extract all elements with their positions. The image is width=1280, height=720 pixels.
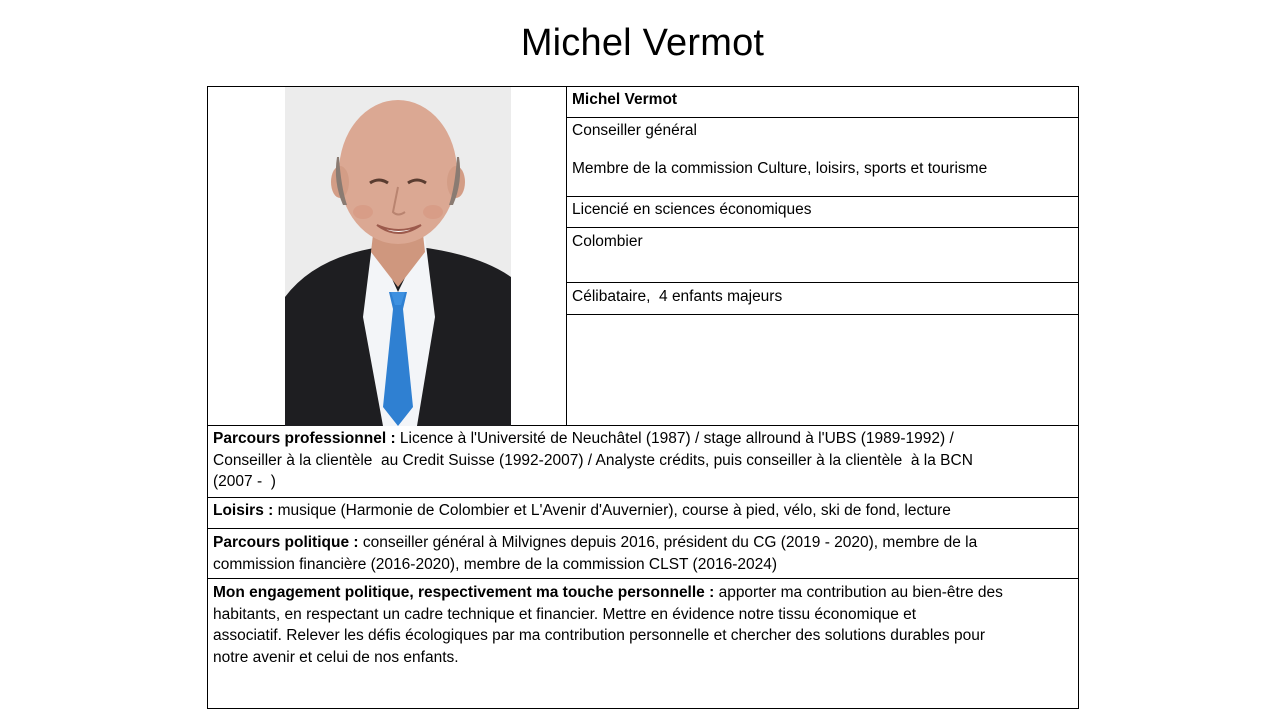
row-divider xyxy=(566,282,1078,283)
loisirs-label: Loisirs : xyxy=(213,502,274,519)
row-divider xyxy=(207,528,1079,529)
engagement-label: Mon engagement politique, respectivement ma touche personnelle : xyxy=(213,584,715,601)
parcours-pol-line1 xyxy=(213,532,977,554)
slide-title: Michel Vermot xyxy=(520,22,765,64)
engagement-line1 xyxy=(213,582,1003,604)
parcours-pro-text1: Licence à l'Université de Neuchâtel (1987) / stage allround à l'UBS (1989-1992) / xyxy=(395,430,954,447)
parcours-pol-line2: commission financière (2016-2020), membre de la commission CLST (2016-2024) xyxy=(213,556,777,573)
row-divider xyxy=(566,227,1078,228)
column-divider xyxy=(566,86,567,426)
engagement-line4: notre avenir et celui de nos enfants. xyxy=(213,649,459,666)
portrait-photo xyxy=(285,87,511,426)
profile-family: Célibataire, 4 enfants majeurs xyxy=(572,288,783,305)
row-divider xyxy=(207,497,1079,498)
profile-education: Licencié en sciences économiques xyxy=(572,201,812,218)
profile-role: Conseiller général xyxy=(572,122,697,139)
row-divider xyxy=(566,196,1078,197)
loisirs-line xyxy=(213,500,951,522)
parcours-pro-line3: (2007 - ) xyxy=(213,473,276,490)
parcours-pol-label: Parcours politique : xyxy=(213,534,359,551)
loisirs-text: musique (Harmonie de Colombier et L'Avenir d'Auvernier), course à pied, vélo, ski de fond, lecture xyxy=(273,502,951,519)
parcours-pro-line2: Conseiller à la clientèle au Credit Suisse (1992-2007) / Analyste crédits, puis conseiller à la clientèle à la BCN xyxy=(213,452,973,469)
row-divider xyxy=(566,117,1078,118)
parcours-pro-label: Parcours professionnel : xyxy=(213,430,396,447)
row-divider xyxy=(207,578,1079,579)
portrait-illustration xyxy=(285,87,511,426)
row-divider xyxy=(566,314,1078,315)
profile-name: Michel Vermot xyxy=(572,91,678,108)
engagement-line3: associatif. Relever les défis écologiques par ma contribution personnelle et chercher des solutions durables pour xyxy=(213,627,985,644)
profile-commission: Membre de la commission Culture, loisirs, sports et tourisme xyxy=(572,160,988,177)
engagement-line2: habitants, en respectant un cadre technique et financier. Mettre en évidence notre tissu économique et xyxy=(213,606,917,623)
parcours-pol-text1: conseiller général à Milvignes depuis 2016, président du CG (2019 - 2020), membre de la xyxy=(358,534,978,551)
profile-residence: Colombier xyxy=(572,233,643,250)
parcours-pro-line1 xyxy=(213,428,954,450)
engagement-text1: apporter ma contribution au bien-être des xyxy=(714,584,1003,601)
